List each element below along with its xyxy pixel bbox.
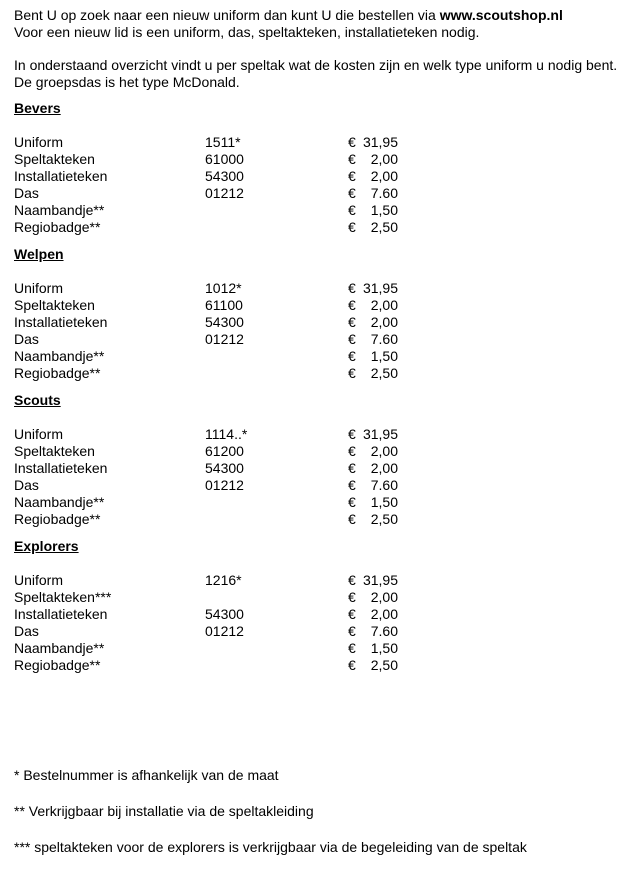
table-row (14, 589, 634, 606)
item-code: 1511* (205, 134, 241, 150)
table-row (14, 494, 634, 511)
table-row (14, 185, 634, 202)
intro-line-2: Voor een nieuw lid is een uniform, das, speltakteken, installatieteken nodig. (14, 24, 480, 40)
item-name: Speltakteken*** (14, 589, 112, 605)
footnote-2: ** Verkrijgbaar bij installatie via de speltakleiding (14, 803, 314, 819)
item-name: Das (14, 623, 39, 639)
footnote-1: * Bestelnummer is afhankelijk van de maat (14, 767, 279, 783)
item-code: 54300 (205, 606, 244, 622)
euro-symbol: € (348, 426, 356, 442)
item-code: 1012* (205, 280, 242, 296)
price-amount: 2,00 (370, 168, 398, 184)
price-amount: 1,50 (370, 202, 398, 218)
table-row (14, 365, 634, 382)
item-name: Naambandje** (14, 202, 105, 218)
price-amount: 7.60 (370, 185, 398, 201)
euro-symbol: € (348, 348, 356, 364)
table-row (14, 280, 634, 297)
item-code: 1216* (205, 572, 242, 588)
table-row (14, 477, 634, 494)
item-code: 61200 (205, 443, 244, 459)
item-name: Uniform (14, 426, 64, 442)
item-name: Speltakteken (14, 151, 95, 167)
footnotes (14, 767, 527, 856)
item-name: Speltakteken (14, 443, 95, 459)
section-items (14, 572, 634, 674)
section-items (14, 426, 634, 528)
euro-symbol: € (348, 168, 356, 184)
euro-symbol: € (348, 477, 356, 493)
price-amount: 31,95 (362, 280, 398, 296)
euro-symbol: € (348, 134, 356, 150)
intro-line-3: In onderstaand overzicht vindt u per speltak wat de kosten zijn en welk type uniform u nodig bent. (14, 57, 618, 73)
price-amount: 2,00 (370, 589, 398, 605)
table-row (14, 202, 634, 219)
scoutshop-link[interactable]: www.scoutshop.nl (439, 7, 563, 23)
price-amount: 1,50 (370, 348, 398, 364)
euro-symbol: € (348, 297, 356, 313)
euro-symbol: € (348, 494, 356, 510)
item-code: 61000 (205, 151, 244, 167)
price-amount: 31,95 (362, 134, 398, 150)
table-row (14, 657, 634, 674)
item-name: Regiobadge** (14, 365, 101, 381)
euro-symbol: € (348, 185, 356, 201)
item-code: 54300 (205, 314, 244, 330)
item-code: 1114..* (205, 426, 248, 442)
table-row (14, 460, 634, 477)
item-name: Speltakteken (14, 297, 95, 313)
price-amount: 2,00 (370, 314, 398, 330)
table-row (14, 219, 634, 236)
table-row (14, 426, 634, 443)
item-name: Uniform (14, 280, 64, 296)
table-row (14, 443, 634, 460)
price-amount: 7.60 (370, 477, 398, 493)
item-code: 01212 (205, 623, 244, 639)
euro-symbol: € (348, 443, 356, 459)
price-amount: 2,00 (370, 151, 398, 167)
euro-symbol: € (348, 280, 356, 296)
price-sections (14, 100, 634, 674)
table-row (14, 314, 634, 331)
section-items (14, 280, 634, 382)
item-name: Installatieteken (14, 606, 108, 622)
euro-symbol: € (348, 202, 356, 218)
item-name: Das (14, 185, 39, 201)
item-code: 01212 (205, 477, 244, 493)
euro-symbol: € (348, 314, 356, 330)
price-amount: 31,95 (362, 426, 398, 442)
item-name: Uniform (14, 572, 64, 588)
item-name: Uniform (14, 134, 64, 150)
document-page (14, 7, 634, 674)
intro (14, 7, 634, 91)
price-amount: 31,95 (362, 572, 398, 588)
price-amount: 7.60 (370, 623, 398, 639)
euro-symbol: € (348, 640, 356, 656)
item-name: Regiobadge** (14, 219, 101, 235)
section-title: Explorers (14, 538, 79, 554)
price-amount: 2,00 (370, 443, 398, 459)
item-name: Naambandje** (14, 348, 105, 364)
section-title: Bevers (14, 100, 61, 116)
item-name: Das (14, 331, 39, 347)
table-row (14, 623, 634, 640)
intro-line-1-text: Bent U op zoek naar een nieuw uniform dan kunt U die bestellen via (14, 7, 440, 23)
item-name: Installatieteken (14, 460, 108, 476)
euro-symbol: € (348, 219, 356, 235)
intro-line-1 (14, 7, 634, 24)
table-row (14, 151, 634, 168)
price-amount: 1,50 (370, 494, 398, 510)
item-name: Regiobadge** (14, 657, 101, 673)
item-code: 54300 (205, 168, 244, 184)
euro-symbol: € (348, 657, 356, 673)
euro-symbol: € (348, 623, 356, 639)
item-name: Naambandje** (14, 640, 105, 656)
table-row (14, 511, 634, 528)
price-amount: 2,00 (370, 297, 398, 313)
price-amount: 2,00 (370, 606, 398, 622)
item-code: 01212 (205, 331, 244, 347)
table-row (14, 640, 634, 657)
item-name: Naambandje** (14, 494, 105, 510)
section-items (14, 134, 634, 236)
section-title: Welpen (14, 246, 64, 262)
footnote-3: *** speltakteken voor de explorers is verkrijgbaar via de begeleiding van de speltak (14, 839, 527, 855)
intro-line-4: De groepsdas is het type McDonald. (14, 74, 240, 90)
price-amount: 2,50 (370, 511, 398, 527)
price-amount: 1,50 (370, 640, 398, 656)
table-row (14, 331, 634, 348)
euro-symbol: € (348, 365, 356, 381)
table-row (14, 606, 634, 623)
price-amount: 2,50 (370, 365, 398, 381)
table-row (14, 348, 634, 365)
table-row (14, 134, 634, 151)
euro-symbol: € (348, 331, 356, 347)
euro-symbol: € (348, 460, 356, 476)
euro-symbol: € (348, 572, 356, 588)
price-amount: 2,50 (370, 657, 398, 673)
item-name: Installatieteken (14, 168, 108, 184)
section-title: Scouts (14, 392, 61, 408)
table-row (14, 297, 634, 314)
item-code: 54300 (205, 460, 244, 476)
item-code: 01212 (205, 185, 244, 201)
item-code: 61100 (205, 297, 243, 313)
table-row (14, 572, 634, 589)
euro-symbol: € (348, 511, 356, 527)
euro-symbol: € (348, 589, 356, 605)
table-row (14, 168, 634, 185)
euro-symbol: € (348, 606, 356, 622)
price-amount: 2,00 (370, 460, 398, 476)
item-name: Das (14, 477, 39, 493)
item-name: Regiobadge** (14, 511, 101, 527)
euro-symbol: € (348, 151, 356, 167)
item-name: Installatieteken (14, 314, 108, 330)
price-amount: 7.60 (370, 331, 398, 347)
price-amount: 2,50 (370, 219, 398, 235)
